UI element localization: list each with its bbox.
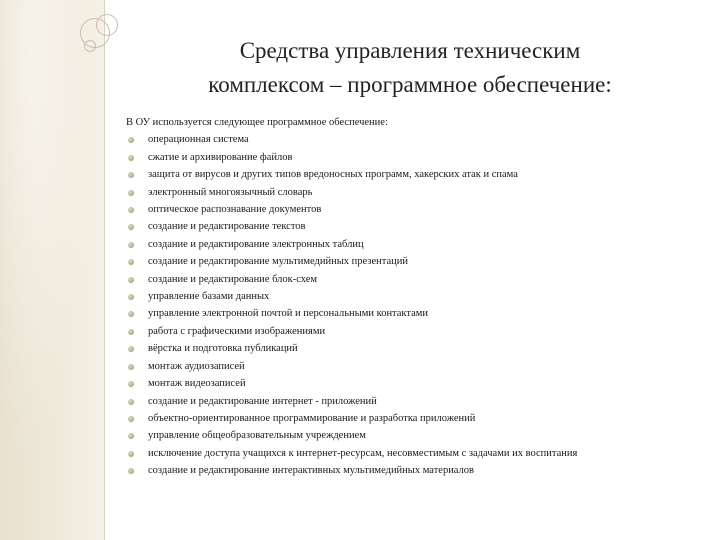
list-item xyxy=(126,149,706,166)
list-item xyxy=(126,288,706,305)
slide-title-line-2: комплексом – программное обеспечение: xyxy=(208,72,612,97)
list-item-text: создание и редактирование интерактивных мультимедийных материалов xyxy=(148,465,475,477)
side-band-divider xyxy=(104,0,105,540)
list-item xyxy=(126,427,706,444)
list-item-text: защита от вирусов и других типов вредоносных программ, хакерских атак и спама xyxy=(148,169,518,181)
list-item-text: работа с графическими изображениями xyxy=(148,325,326,337)
bullet-icon xyxy=(128,311,134,317)
list-item xyxy=(126,184,706,201)
list-item xyxy=(126,358,706,375)
list-item xyxy=(126,393,706,410)
side-band-shade xyxy=(0,0,104,540)
bullet-icon xyxy=(128,294,134,300)
bullet-icon xyxy=(128,259,134,265)
list-item xyxy=(126,166,706,183)
list-item xyxy=(126,375,706,392)
list-item xyxy=(126,131,706,148)
bullet-icon xyxy=(128,172,134,178)
list-item xyxy=(126,201,706,218)
bullet-icon xyxy=(128,364,134,370)
bullet-icon xyxy=(128,346,134,352)
slide-title-line-1: Средства управления техническим xyxy=(239,38,581,63)
list-item-text: монтаж аудиозаписей xyxy=(148,360,245,372)
list-item xyxy=(126,445,706,462)
list-item xyxy=(126,271,706,288)
list-item-text: объектно-ориентированное программирование и разработка приложений xyxy=(148,412,476,424)
decorative-ring xyxy=(96,14,118,36)
bullet-icon xyxy=(128,242,134,248)
bullet-icon xyxy=(128,137,134,143)
software-list xyxy=(126,131,706,479)
list-item xyxy=(126,323,706,340)
list-item xyxy=(126,462,706,479)
list-item xyxy=(126,340,706,357)
list-item-text: создание и редактирование электронных таблиц xyxy=(148,238,364,250)
list-item xyxy=(126,236,706,253)
bullet-icon xyxy=(128,190,134,196)
slide-title xyxy=(120,34,700,102)
bullet-icon xyxy=(128,277,134,283)
list-item xyxy=(126,218,706,235)
bullet-icon xyxy=(128,329,134,335)
slide-content xyxy=(126,114,706,480)
decorative-ring xyxy=(84,40,96,52)
list-item-text: электронный многоязычный словарь xyxy=(148,186,313,198)
bullet-icon xyxy=(128,207,134,213)
list-item-text: управление электронной почтой и персональными контактами xyxy=(148,308,429,320)
bullet-icon xyxy=(128,416,134,422)
bullet-icon xyxy=(128,451,134,457)
bullet-icon xyxy=(128,155,134,161)
list-item-text: создание и редактирование текстов xyxy=(148,221,306,233)
bullet-icon xyxy=(128,381,134,387)
decorative-side-band xyxy=(0,0,104,540)
bullet-icon xyxy=(128,468,134,474)
list-item-text: монтаж видеозаписей xyxy=(148,378,246,390)
list-item-text: создание и редактирование мультимедийных презентаций xyxy=(148,256,408,268)
list-item-text: операционная система xyxy=(148,134,249,146)
list-item-text: оптическое распознавание документов xyxy=(148,204,322,216)
list-item-text: создание и редактирование интернет - приложений xyxy=(148,395,377,407)
list-item-text: управление общеобразовательным учреждением xyxy=(148,430,366,442)
list-item-text: исключение доступа учащихся к интернет-ресурсам, несовместимым с задачами их воспитания xyxy=(148,447,578,459)
bullet-icon xyxy=(128,433,134,439)
list-item xyxy=(126,410,706,427)
bullet-icon xyxy=(128,399,134,405)
list-item-text: вёрстка и подготовка публикаций xyxy=(148,343,298,355)
bullet-icon xyxy=(128,224,134,230)
list-item xyxy=(126,305,706,322)
list-item-text: создание и редактирование блок-схем xyxy=(148,273,318,285)
intro-text: В ОУ используется следующее программное обеспечение: xyxy=(126,117,388,128)
list-item-text: управление базами данных xyxy=(148,291,270,303)
list-item xyxy=(126,253,706,270)
list-item-text: сжатие и архивирование файлов xyxy=(148,151,293,163)
